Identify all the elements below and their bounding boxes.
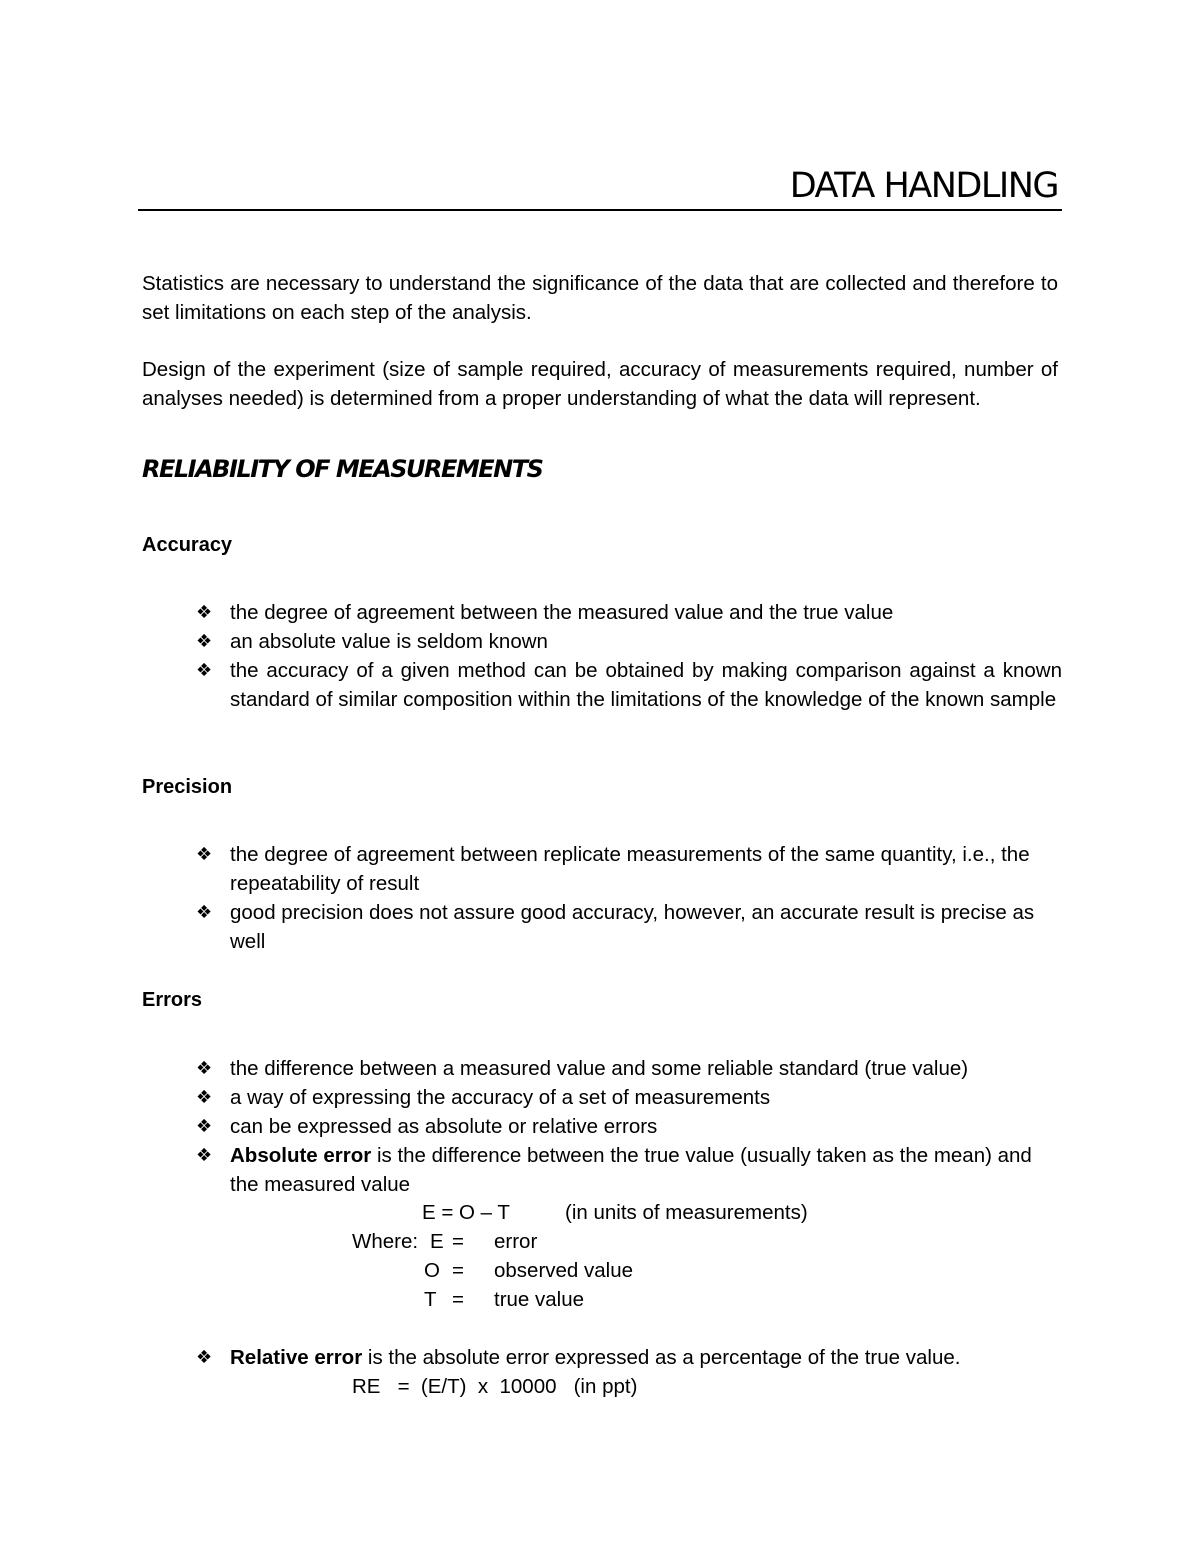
list-item: ❖ the accuracy of a given method can be obtained by making comparison against a known standard of similar composition within the limitations of the knowledge of the known sample xyxy=(196,659,1062,711)
errors-heading: Errors xyxy=(142,989,203,1011)
diamond-bullet-icon: ❖ xyxy=(196,902,213,922)
absolute-error-term: Absolute error xyxy=(230,1144,372,1167)
accuracy-heading: Accuracy xyxy=(142,534,233,556)
list-item: ❖ the difference between a measured value and some reliable standard (true value) xyxy=(196,1057,969,1080)
diamond-bullet-icon: ❖ xyxy=(196,660,213,680)
title-rule xyxy=(138,209,1062,211)
relative-error-term: Relative error xyxy=(230,1346,363,1369)
diamond-bullet-icon: ❖ xyxy=(196,1145,213,1165)
where-label: Where: xyxy=(352,1230,424,1253)
def-equals: = xyxy=(452,1288,464,1311)
list-item: ❖ good precision does not assure good accuracy, however, an accurate result is precise as well xyxy=(196,901,1035,953)
def-equals: = xyxy=(452,1259,464,1282)
list-item: ❖ Absolute error is the difference between the true value (usually taken as the mean) and the measured value xyxy=(196,1144,1032,1196)
intro-paragraph-2: Design of the experiment (size of sample required, accuracy of measurements required, number of analyses needed) is determined from a proper understanding of what the data will represent. xyxy=(142,358,1058,410)
absolute-error-units: (in units of measurements) xyxy=(565,1201,808,1224)
precision-heading: Precision xyxy=(142,776,233,798)
diamond-bullet-icon: ❖ xyxy=(196,844,213,864)
relative-error-list xyxy=(196,1343,1062,1372)
def-meaning: error xyxy=(494,1230,538,1253)
list-item: ❖ the degree of agreement between replicate measurements of the same quantity, i.e., the repeatability of result xyxy=(196,843,1030,895)
diamond-bullet-icon: ❖ xyxy=(196,1087,213,1107)
list-item: ❖ Relative error is the absolute error expressed as a percentage of the true value. xyxy=(196,1346,961,1369)
list-item: ❖ the degree of agreement between the measured value and the true value xyxy=(196,601,894,624)
def-meaning: observed value xyxy=(494,1259,634,1282)
def-symbol: T xyxy=(424,1288,437,1311)
errors-list xyxy=(196,1054,1062,1199)
section-heading: RELIABILITY OF MEASUREMENTS xyxy=(142,455,543,483)
diamond-bullet-icon: ❖ xyxy=(196,602,213,622)
accuracy-list xyxy=(196,598,1062,714)
absolute-error-formula: E = O – T xyxy=(422,1201,510,1224)
list-item: ❖ can be expressed as absolute or relative errors xyxy=(196,1115,658,1138)
page-title: DATA HANDLING xyxy=(789,166,1058,206)
def-meaning: true value xyxy=(494,1288,585,1311)
list-item: ❖ an absolute value is seldom known xyxy=(196,630,548,653)
diamond-bullet-icon: ❖ xyxy=(196,1347,213,1367)
def-symbol: E xyxy=(430,1230,444,1253)
list-item: ❖ a way of expressing the accuracy of a set of measurements xyxy=(196,1086,771,1109)
relative-error-formula: RE = (E/T) x 10000 (in ppt) xyxy=(352,1375,638,1398)
diamond-bullet-icon: ❖ xyxy=(196,1058,213,1078)
intro-paragraph-1: Statistics are necessary to understand the significance of the data that are collected and therefore to set limitations on each step of the analysis. xyxy=(142,272,1058,324)
precision-list xyxy=(196,840,1062,956)
diamond-bullet-icon: ❖ xyxy=(196,1116,213,1136)
diamond-bullet-icon: ❖ xyxy=(196,631,213,651)
def-equals: = xyxy=(452,1230,464,1253)
def-symbol: O xyxy=(424,1259,440,1282)
